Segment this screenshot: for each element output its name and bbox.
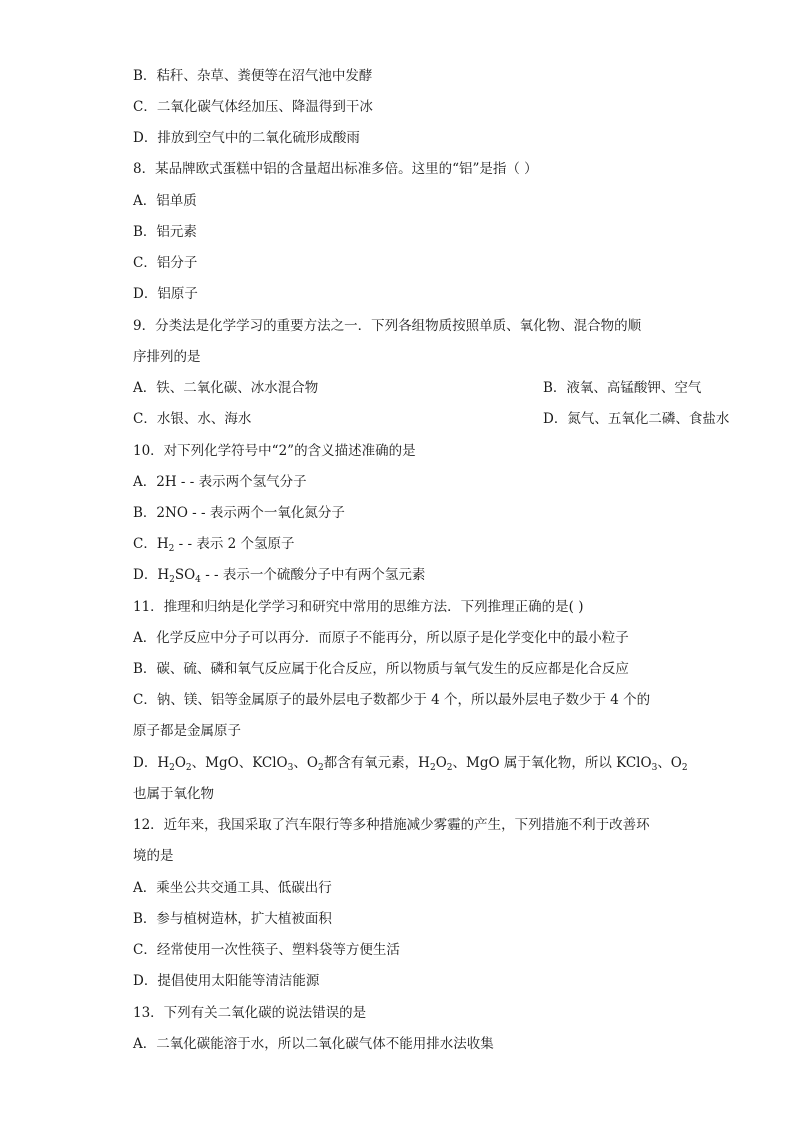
text-run: 、MgO 属于氧化物，所以 KClO xyxy=(452,755,652,771)
text-run: 、O xyxy=(293,755,318,771)
subscript: 2 xyxy=(169,575,175,585)
q9-option-b: B．液氧、高锰酸钾、空气 xyxy=(543,380,702,396)
q11-option-b: B．碳、硫、磷和氧气反应属于化合反应，所以物质与氧气发生的反应都是化合反应 xyxy=(133,661,629,677)
subscript: 2 xyxy=(168,544,175,554)
text-run: D．H xyxy=(133,567,170,583)
q7-option-c: C．二氧化碳气体经加压、降温得到干冰 xyxy=(133,99,373,115)
q10-option-b: B．2NO - - 表示两个一氧化氮分子 xyxy=(133,505,345,521)
text-run: - - 表示一个硫酸分子中有两个氢元素 xyxy=(200,567,426,583)
q9-stem: 9．分类法是化学学习的重要方法之一．下列各组物质按照单质、氧化物、混合物的顺 xyxy=(133,318,642,334)
q10-option-c xyxy=(133,534,684,554)
q9-option-a: A．铁、二氧化碳、冰水混合物 xyxy=(133,380,319,396)
q9-stem-cont: 序排列的是 xyxy=(133,349,201,365)
q8-stem: 8．某品牌欧式蛋糕中铝的含量超出标准多倍。这里的“铝”是指（ ） xyxy=(133,161,538,177)
q9-option-d: D．氮气、五氧化二磷、食盐水 xyxy=(543,411,730,427)
q12-option-c: C．经常使用一次性筷子、塑料袋等方便生活 xyxy=(133,942,400,958)
text-run: 、MgO、KClO xyxy=(191,755,288,771)
q9-options-row1 xyxy=(133,378,702,398)
q7-option-b: B．秸秆、杂草、粪便等在沼气池中发酵 xyxy=(133,68,373,84)
q12-option-b: B．参与植树造林，扩大植被面积 xyxy=(133,911,332,927)
q8-option-d: D．铝原子 xyxy=(133,286,198,302)
q10-option-a: A．2H - - 表示两个氢气分子 xyxy=(133,474,307,490)
q11-option-c-cont: 原子都是金属原子 xyxy=(133,723,241,739)
q10-stem: 10．对下列化学符号中“2”的含义描述准确的是 xyxy=(133,443,416,459)
subscript: 4 xyxy=(195,575,201,585)
text-run: C．H xyxy=(133,536,169,552)
text-run: - - 表示 2 个氢原子 xyxy=(174,536,295,552)
text-run: 都含有氧元素，H xyxy=(323,755,430,771)
q7-option-d: D．排放到空气中的二氧化硫形成酸雨 xyxy=(133,130,360,146)
q11-stem: 11．推理和归纳是化学学习和研究中常用的思维方法．下列推理正确的是( ) xyxy=(133,599,584,615)
q11-option-c: C．钠、镁、铝等金属原子的最外层电子数都少于 4 个，所以最外层电子数少于 4 个的 xyxy=(133,692,651,708)
subscript: 2 xyxy=(446,763,453,773)
subscript: 2 xyxy=(185,763,192,773)
q12-option-a: A．乘坐公共交通工具、低碳出行 xyxy=(133,880,332,896)
q12-stem-cont: 境的是 xyxy=(133,848,174,864)
subscript: 2 xyxy=(317,763,324,773)
q12-stem: 12．近年来，我国采取了汽车限行等多种措施减少雾霾的产生，下列措施不利于改善环 xyxy=(133,817,650,833)
q11-option-d xyxy=(133,753,688,773)
q12-option-d: D．提倡使用太阳能等清洁能源 xyxy=(133,973,320,989)
subscript: 2 xyxy=(681,763,688,773)
text-run: D．H xyxy=(133,755,170,771)
subscript: 3 xyxy=(651,763,658,773)
subscript: 2 xyxy=(169,763,175,773)
q11-option-d-cont: 也属于氧化物 xyxy=(133,786,214,802)
text-run: O xyxy=(174,755,186,771)
q8-option-c: C．铝分子 xyxy=(133,255,198,271)
q13-stem: 13．下列有关二氧化碳的说法错误的是 xyxy=(133,1005,367,1021)
q9-option-c: C．水银、水、海水 xyxy=(133,411,252,427)
text-run: 、O xyxy=(657,755,682,771)
q13-option-a: A．二氧化碳能溶于水，所以二氧化碳气体不能用排水法收集 xyxy=(133,1036,494,1052)
q10-option-d xyxy=(133,565,684,585)
q8-option-b: B．铝元素 xyxy=(133,224,197,240)
text-run: SO xyxy=(174,567,196,583)
subscript: 3 xyxy=(287,763,294,773)
q9-options-row2 xyxy=(133,409,730,429)
q11-option-a: A．化学反应中分子可以再分．而原子不能再分，所以原子是化学变化中的最小粒子 xyxy=(133,630,629,646)
subscript: 2 xyxy=(429,763,436,773)
text-run: O xyxy=(435,755,447,771)
q8-option-a: A．铝单质 xyxy=(133,193,197,209)
